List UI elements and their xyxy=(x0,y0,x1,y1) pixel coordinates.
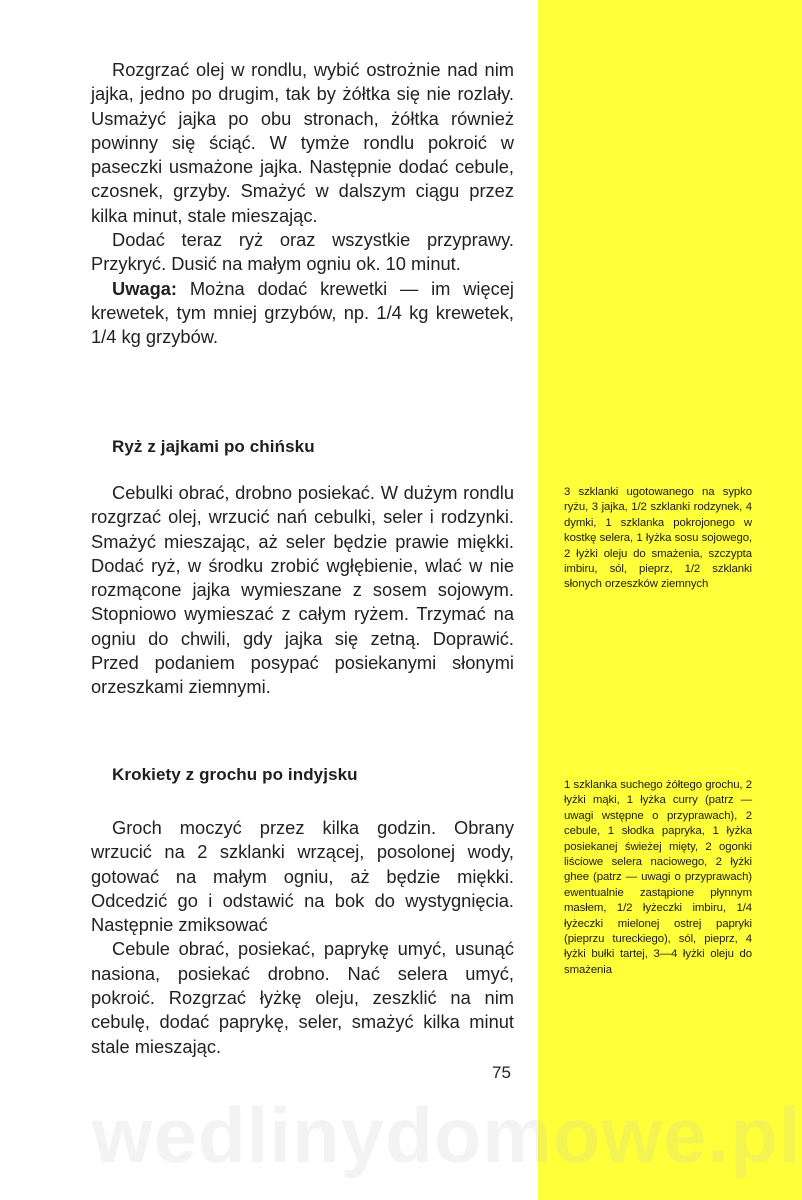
recipe-1-title: Ryż z jajkami po chińsku xyxy=(112,437,315,456)
recipe-1-instructions xyxy=(91,481,514,700)
recipe-1-ingredients: 3 szklanki ugotowanego na sypko ryżu, 3 jajka, 1/2 szklanki rodzynek, 4 dymki, 1 szklanka pokrojonego w kostkę selera, 1 łyżka sosu sojowego, 2 łyżki oleju do smażenia, szczypta imbiru, sól, pieprz, 1/2 szklanki słonych orzeszków ziemnych xyxy=(564,486,752,591)
recipe-1-instructions-text: Cebulki obrać, drobno posiekać. W dużym rondlu rozgrzać olej, wrzucić nań cebulki, seler i rodzynki. Smażyć mieszając, aż seler będzie prawie miękki. Dodać ryż, w środku zrobić wgłębienie, wlać w nie rozmącone jajka wymieszane z sosem sojowym. Stopniowo wymieszać z całym ryżem. Trzymać na ogniu do chwili, gdy jajka się zetną. Doprawić. Przed podaniem posypać posiekanymi słonymi orzeszkami ziemnymi. xyxy=(91,482,514,698)
recipe-2-paragraph-1 xyxy=(91,816,514,937)
intro-note xyxy=(91,277,514,350)
recipe-2-instructions xyxy=(91,816,514,1059)
recipe-2-instructions-1-text: Groch moczyć przez kilka godzin. Obrany wrzucić na 2 szklanki wrzącej, posolonej wody, gotować na małym ogniu, aż będzie miękki. Odcedzić go i odstawić na bok do wystygnięcia. Następnie zmiksować xyxy=(91,817,514,936)
intro-paragraph-1-text: Rozgrzać olej w rondlu, wybić ostrożnie nad nim jajka, jedno po drugim, tak by żółtka się nie rozlały. Usmażyć jajka po obu stronach, żółtka również powinny się ściąć. W tymże rondlu pokroić w paseczki usmażone jajka. Następnie dodać cebule, czosnek, grzyby. Smażyć w dalszym ciągu przez kilka minut, stale mieszając. xyxy=(91,59,514,226)
note-label: Uwaga: xyxy=(112,277,178,299)
intro-paragraph-2-text: Dodać teraz ryż oraz wszystkie przyprawy. Przykryć. Dusić na małym ogniu ok. 10 minut. xyxy=(91,229,514,275)
watermark: wedlinydomowe.pl xyxy=(92,1091,802,1179)
page-number: 75 xyxy=(492,1063,511,1082)
intro-section xyxy=(91,58,514,350)
recipe-2-title: Krokiety z grochu po indyjsku xyxy=(112,765,358,784)
recipe-2-paragraph-2 xyxy=(91,937,514,1058)
intro-paragraph-1 xyxy=(91,58,514,228)
recipe-2-instructions-2-text: Cebule obrać, posiekać, paprykę umyć, usunąć nasiona, posiekać drobno. Nać selera umyć, pokroić. Rozgrzać łyżkę oleju, zeszklić na nim cebulę, dodać paprykę, seler, smażyć kilka minut stale mieszając. xyxy=(91,938,514,1057)
yellow-sidebar xyxy=(538,0,802,1200)
intro-paragraph-2 xyxy=(91,228,514,277)
recipe-2-ingredients: 1 szklanka suchego żółtego grochu, 2 łyżki mąki, 1 łyżka curry (patrz — uwagi wstępne o przyprawach), 2 cebule, 1 słodka papryka, 1 łyżka posiekanej świeżej mięty, 2 ogonki liściowe selera naciowego, 2 łyżki ghee (patrz — uwagi o przyprawach) ewentualnie zastąpione płynnym masłem, 1/2 łyżeczki imbiru, 1/4 łyżeczki mielonej ostrej papryki (pieprzu tureckiego), sól, pieprz, 4 łyżki bułki tartej, 3—4 łyżki oleju do smażenia xyxy=(564,779,752,976)
note-text: Można dodać krewetki — im więcej krewetek, tym mniej grzybów, np. 1/4 kg krewetek, 1/4 kg grzybów. xyxy=(91,277,514,348)
recipe-1-paragraph xyxy=(91,481,514,700)
